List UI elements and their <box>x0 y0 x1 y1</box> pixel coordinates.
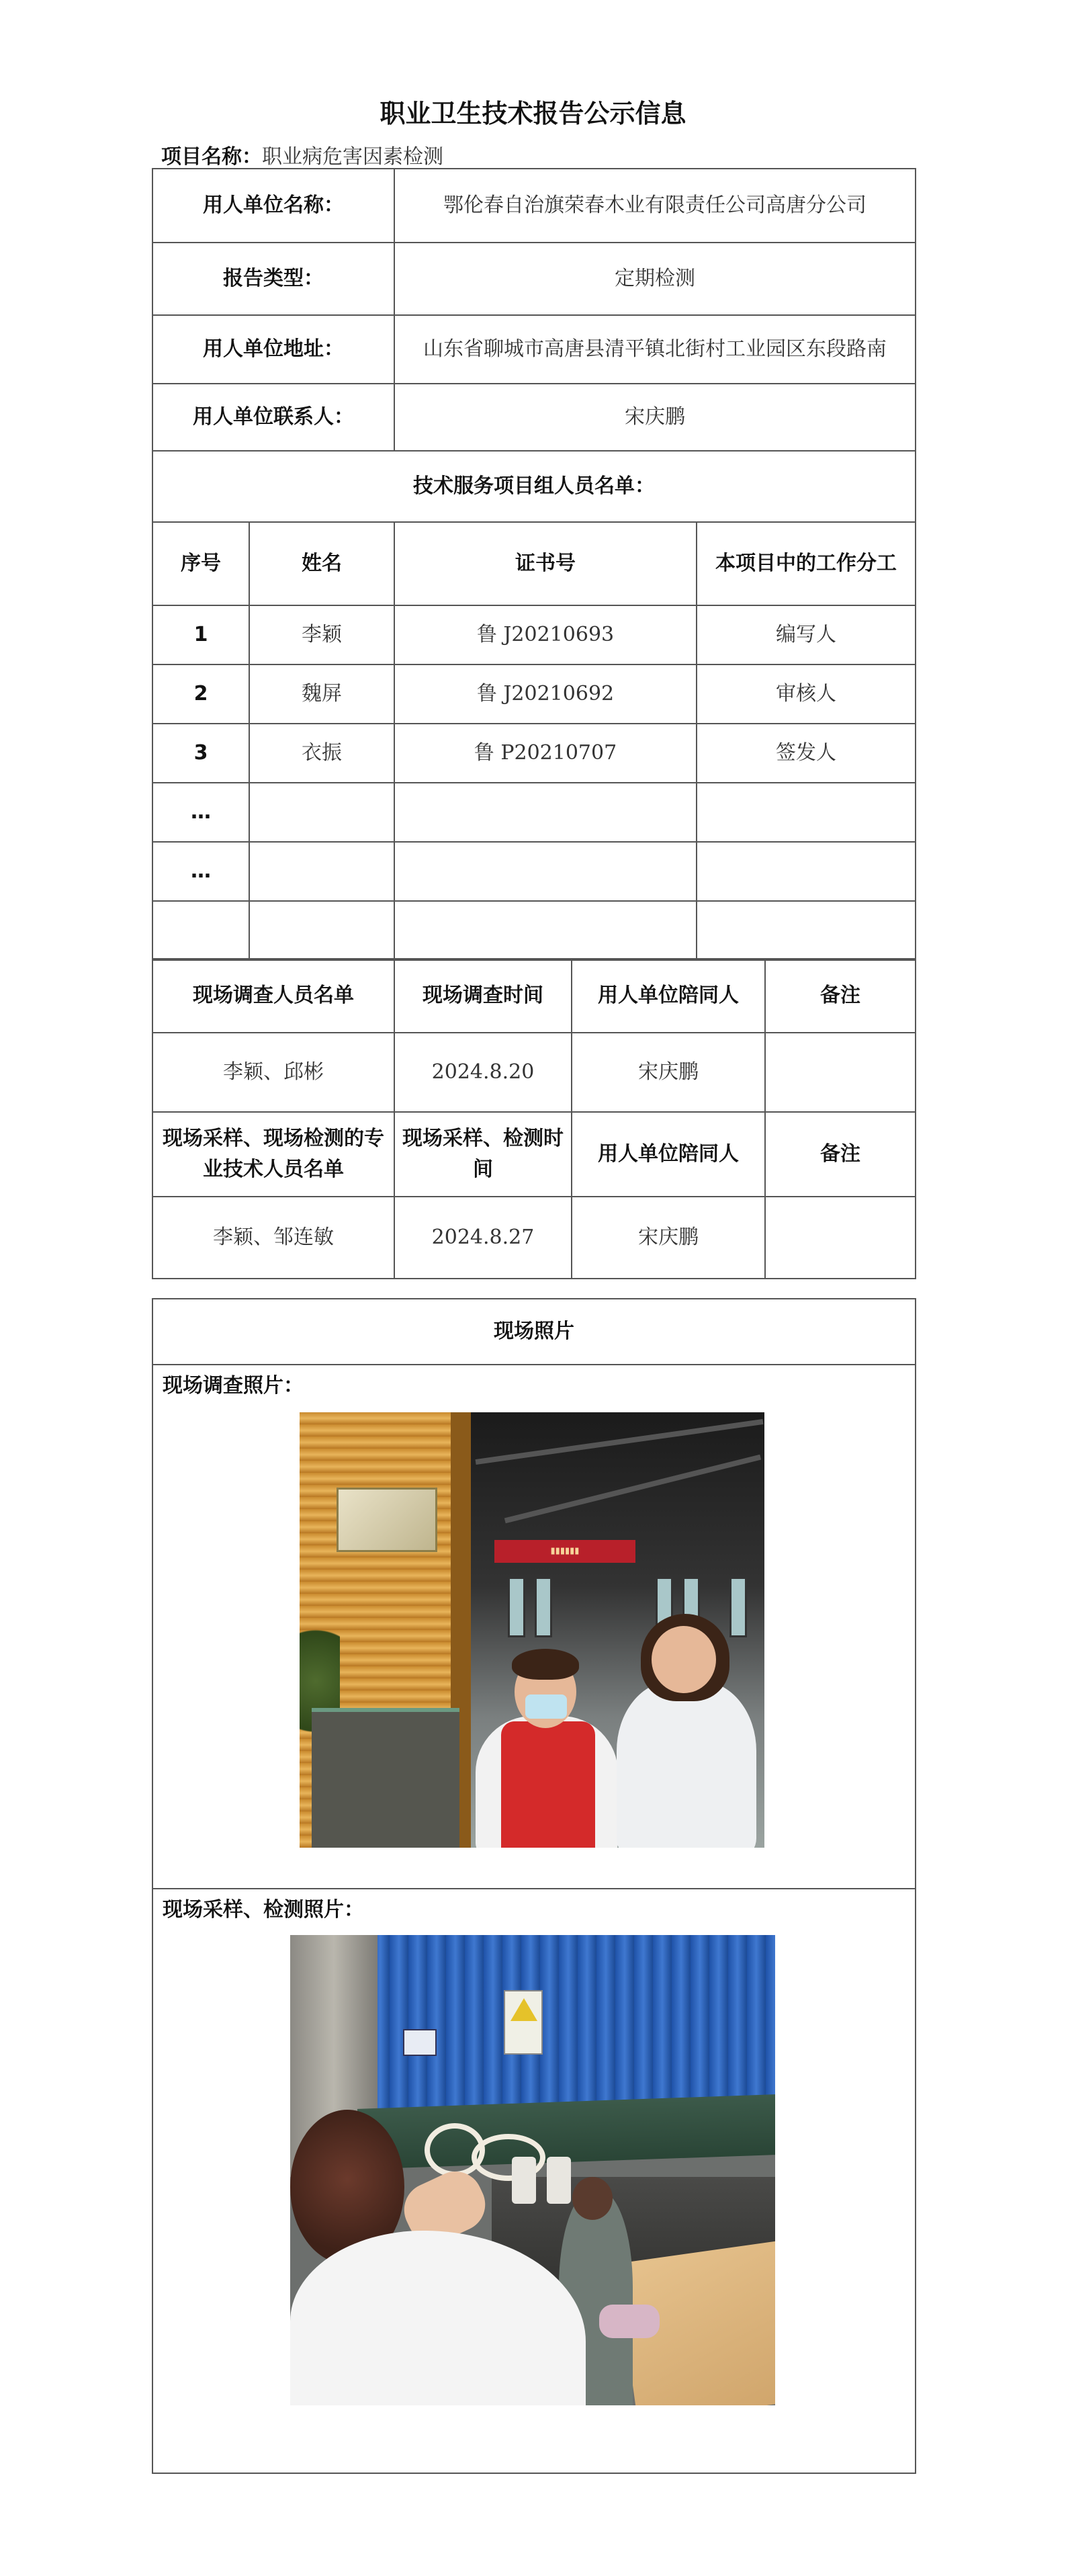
person-right-coat <box>617 1681 756 1848</box>
sampling-header-time: 现场采样、检测时间 <box>394 1112 572 1197</box>
team-no: … <box>152 842 249 901</box>
sampling-header-row <box>152 1112 916 1197</box>
team-role <box>697 783 916 842</box>
team-title: 技术服务项目组人员名单： <box>152 451 916 522</box>
team-cert: 鲁 P20210707 <box>394 724 697 783</box>
window <box>729 1577 747 1637</box>
team-role: 签发人 <box>697 724 916 783</box>
survey-companion: 宋庆鹏 <box>572 1033 765 1112</box>
team-cert: 鲁 J20210692 <box>394 664 697 724</box>
unit-name-label: 用人单位名称： <box>152 169 394 243</box>
warning-triangle-icon <box>510 1998 537 2021</box>
team-cert <box>394 783 697 842</box>
table-row <box>152 605 916 664</box>
team-title-row <box>152 451 916 522</box>
sampling-photo-label: 现场采样、检测照片： <box>163 1898 364 1922</box>
survey-table <box>152 958 916 1279</box>
unit-name-row <box>152 169 916 243</box>
team-role: 编写人 <box>697 605 916 664</box>
table-row <box>152 664 916 724</box>
team-no: 2 <box>152 664 249 724</box>
document-title: 职业卫生技术报告公示信息 <box>380 99 686 128</box>
red-banner: ▮▮▮▮▮▮ <box>494 1540 635 1563</box>
survey-photo-cell <box>152 1365 916 1889</box>
team-header-row <box>152 522 916 605</box>
survey-time: 2024.8.20 <box>394 1033 572 1112</box>
sampling-photo <box>290 1935 775 2405</box>
survey-header-remark: 备注 <box>765 959 916 1033</box>
team-role <box>697 901 916 960</box>
team-no: … <box>152 783 249 842</box>
team-header-role: 本项目中的工作分工 <box>697 522 916 605</box>
project-label: 项目名称： <box>161 145 262 169</box>
survey-value-row <box>152 1033 916 1112</box>
sampling-time: 2024.8.27 <box>394 1197 572 1279</box>
sampling-header-companion: 用人单位陪同人 <box>572 1112 765 1197</box>
info-table <box>152 168 916 961</box>
contact-value: 宋庆鹏 <box>394 384 916 451</box>
survey-remark <box>765 1033 916 1112</box>
person-left-apron <box>501 1721 595 1848</box>
survey-staff: 李颖、邱彬 <box>152 1033 394 1112</box>
address-value: 山东省聊城市高唐县清平镇北街村工业园区东段路南 <box>394 315 916 384</box>
team-role: 审核人 <box>697 664 916 724</box>
contact-label: 用人单位联系人： <box>152 384 394 451</box>
team-name <box>249 901 394 960</box>
team-name <box>249 783 394 842</box>
sampling-header-staff: 现场采样、现场检测的专业技术人员名单 <box>152 1112 394 1197</box>
team-role <box>697 842 916 901</box>
photos-title: 现场照片 <box>152 1299 916 1365</box>
table-row <box>152 842 916 901</box>
company-plaque <box>337 1488 437 1552</box>
survey-photo-row <box>152 1365 916 1889</box>
address-label: 用人单位地址： <box>152 315 394 384</box>
table-row <box>152 901 916 960</box>
sampling-photo-cell <box>152 1889 916 2473</box>
team-name: 衣振 <box>249 724 394 783</box>
team-cert <box>394 842 697 901</box>
notice-tag <box>403 2029 437 2056</box>
team-name <box>249 842 394 901</box>
team-cert <box>394 901 697 960</box>
sampling-header-remark: 备注 <box>765 1112 916 1197</box>
worker-head <box>572 2177 613 2220</box>
team-no <box>152 901 249 960</box>
worker-glove <box>599 2305 660 2338</box>
window <box>535 1577 552 1637</box>
team-no: 3 <box>152 724 249 783</box>
project-value: 职业病危害因素检测 <box>262 145 443 169</box>
unit-name-value: 鄂伦春自治旗荣春木业有限责任公司高唐分公司 <box>394 169 916 243</box>
team-cert: 鲁 J20210693 <box>394 605 697 664</box>
survey-photo <box>300 1412 764 1848</box>
sampling-remark <box>765 1197 916 1279</box>
survey-header-companion: 用人单位陪同人 <box>572 959 765 1033</box>
survey-header-time: 现场调查时间 <box>394 959 572 1033</box>
photos-title-row <box>152 1299 916 1365</box>
table-row <box>152 783 916 842</box>
warning-sign <box>504 1990 543 2055</box>
team-header-no: 序号 <box>152 522 249 605</box>
team-no: 1 <box>152 605 249 664</box>
face-mask <box>525 1694 567 1719</box>
person-left-hair <box>512 1649 579 1680</box>
window <box>508 1577 525 1637</box>
person-right-head <box>652 1626 716 1693</box>
report-type-row <box>152 243 916 315</box>
sampling-photo-row <box>152 1889 916 2473</box>
sampling-pump <box>547 2157 571 2204</box>
sampling-value-row <box>152 1197 916 1279</box>
photos-table <box>152 1298 916 2474</box>
wall-base <box>312 1708 459 1848</box>
survey-photo-label: 现场调查照片： <box>163 1374 304 1398</box>
team-header-name: 姓名 <box>249 522 394 605</box>
contact-row <box>152 384 916 451</box>
report-type-label: 报告类型： <box>152 243 394 315</box>
survey-header-staff: 现场调查人员名单 <box>152 959 394 1033</box>
project-line <box>161 140 443 169</box>
team-name: 魏屏 <box>249 664 394 724</box>
sampling-staff: 李颖、邹连敏 <box>152 1197 394 1279</box>
team-header-cert: 证书号 <box>394 522 697 605</box>
team-name: 李颖 <box>249 605 394 664</box>
survey-header-row <box>152 959 916 1033</box>
address-row <box>152 315 916 384</box>
sampling-companion: 宋庆鹏 <box>572 1197 765 1279</box>
sampling-pump <box>512 2157 536 2204</box>
table-row <box>152 724 916 783</box>
report-type-value: 定期检测 <box>394 243 916 315</box>
blue-shed-wall <box>371 1935 775 2110</box>
